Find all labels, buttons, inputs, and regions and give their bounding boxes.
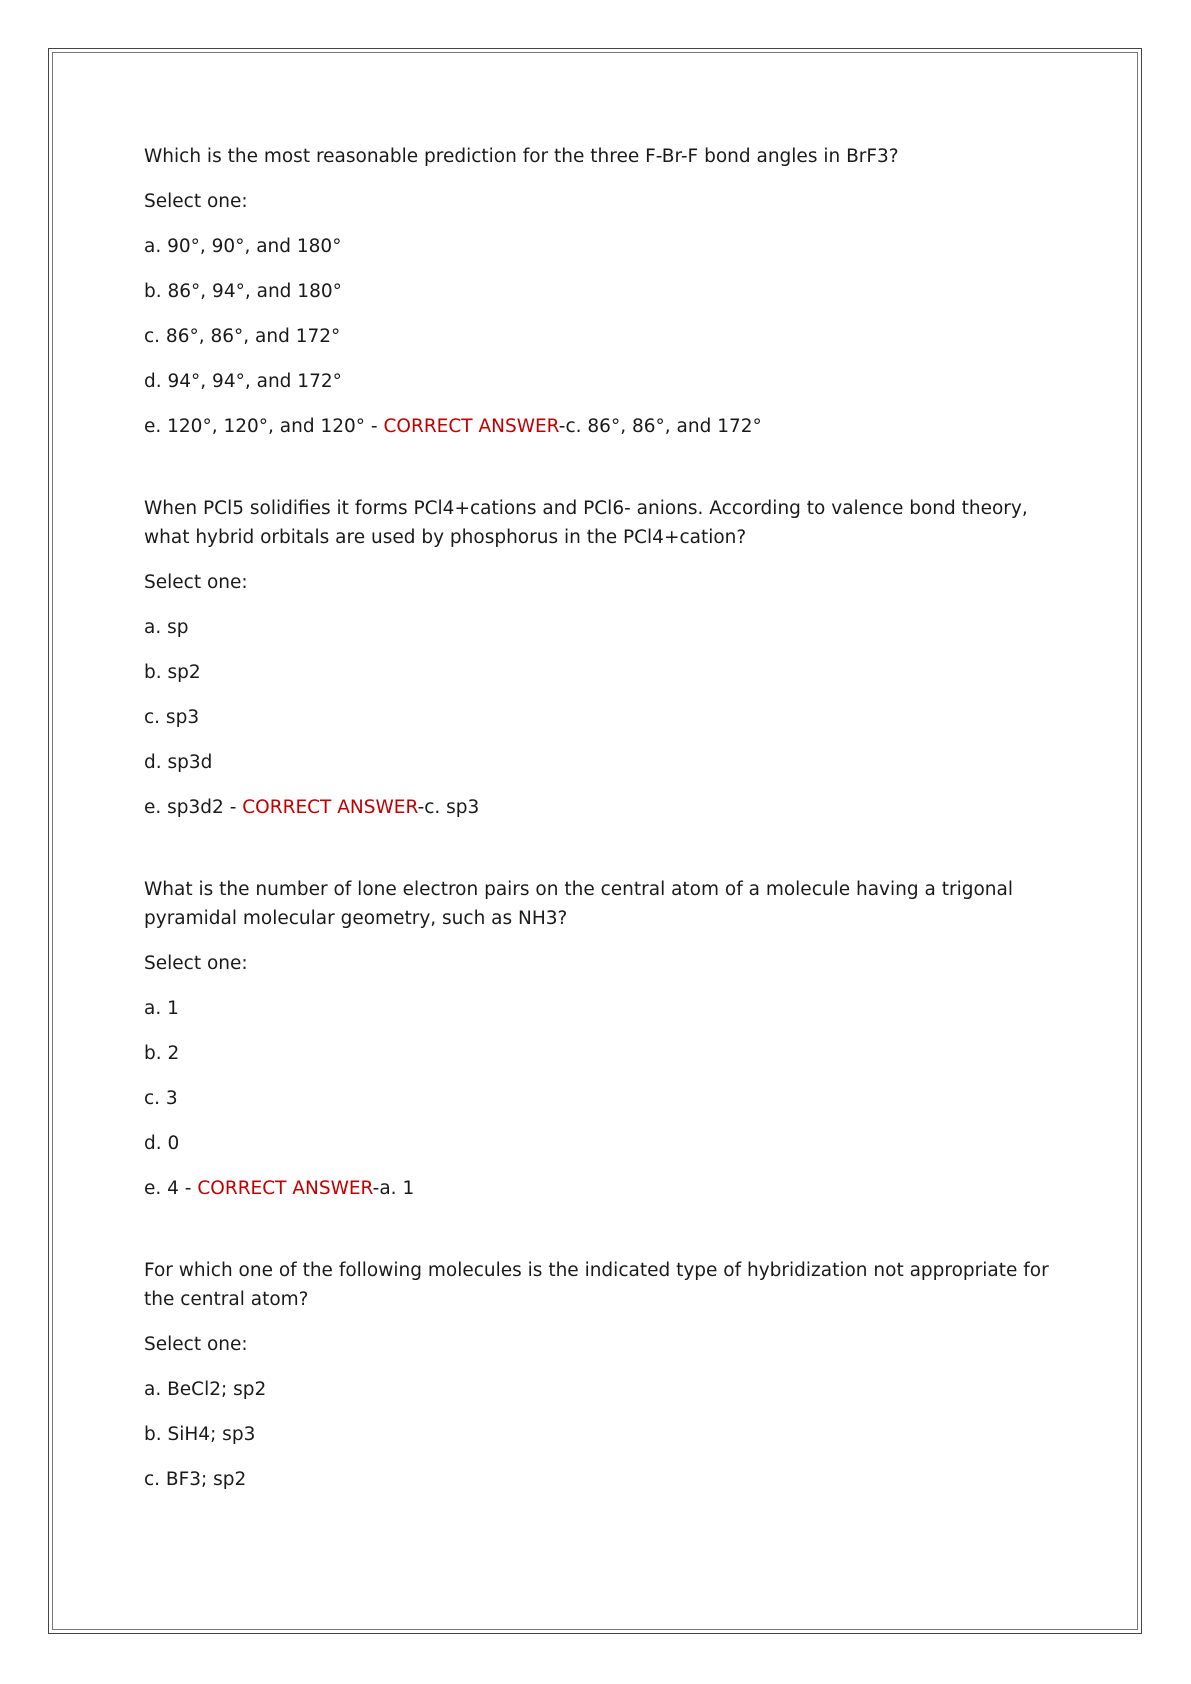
question-text: For which one of the following molecules is the indicated type of hybridization not appropriate for the central atom? [144,1260,1049,1310]
option-e-with-answer [144,793,1054,822]
answer-text: -a. 1 [372,1178,415,1199]
answer-text: -c. 86°, 86°, and 172° [558,416,762,437]
correct-answer-label: CORRECT ANSWER [383,416,559,437]
question-4 [144,1256,1054,1494]
option-a: a. sp [144,617,189,638]
option-b: b. SiH4; sp3 [144,1424,256,1445]
option-c: c. 3 [144,1088,178,1109]
select-prompt: Select one: [144,191,248,212]
answer-text: -c. sp3 [417,797,480,818]
option-d: d. 0 [144,1133,180,1154]
option-d: d. sp3d [144,752,213,773]
option-a: a. 1 [144,998,179,1019]
question-2 [144,494,1054,822]
option-a: a. 90°, 90°, and 180° [144,236,342,257]
select-prompt: Select one: [144,572,248,593]
option-e-with-answer [144,1174,1054,1203]
option-e: e. sp3d2 - [144,797,243,818]
option-e: e. 120°, 120°, and 120° - [144,416,384,437]
question-text: When PCl5 solidifies it forms PCl4+cations and PCl6- anions. According to valence bond theory, what hybrid orbitals are used by phosphorus in the PCl4+cation? [144,498,1028,548]
option-b: b. sp2 [144,662,201,683]
option-a: a. BeCl2; sp2 [144,1379,267,1400]
option-d: d. 94°, 94°, and 172° [144,371,342,392]
option-e: e. 4 - [144,1178,198,1199]
question-text: Which is the most reasonable prediction for the three F-Br-F bond angles in BrF3? [144,146,899,167]
option-c: c. 86°, 86°, and 172° [144,326,341,347]
question-text: What is the number of lone electron pairs on the central atom of a molecule having a trigonal pyramidal molecular geometry, such as NH3? [144,879,1013,929]
option-c: c. BF3; sp2 [144,1469,247,1490]
option-b: b. 86°, 94°, and 180° [144,281,342,302]
document-body [144,142,1054,1494]
select-prompt: Select one: [144,953,248,974]
question-3 [144,875,1054,1203]
select-prompt: Select one: [144,1334,248,1355]
option-c: c. sp3 [144,707,200,728]
option-b: b. 2 [144,1043,180,1064]
option-e-with-answer [144,412,1054,441]
question-1 [144,142,1054,441]
correct-answer-label: CORRECT ANSWER [197,1178,373,1199]
correct-answer-label: CORRECT ANSWER [242,797,418,818]
